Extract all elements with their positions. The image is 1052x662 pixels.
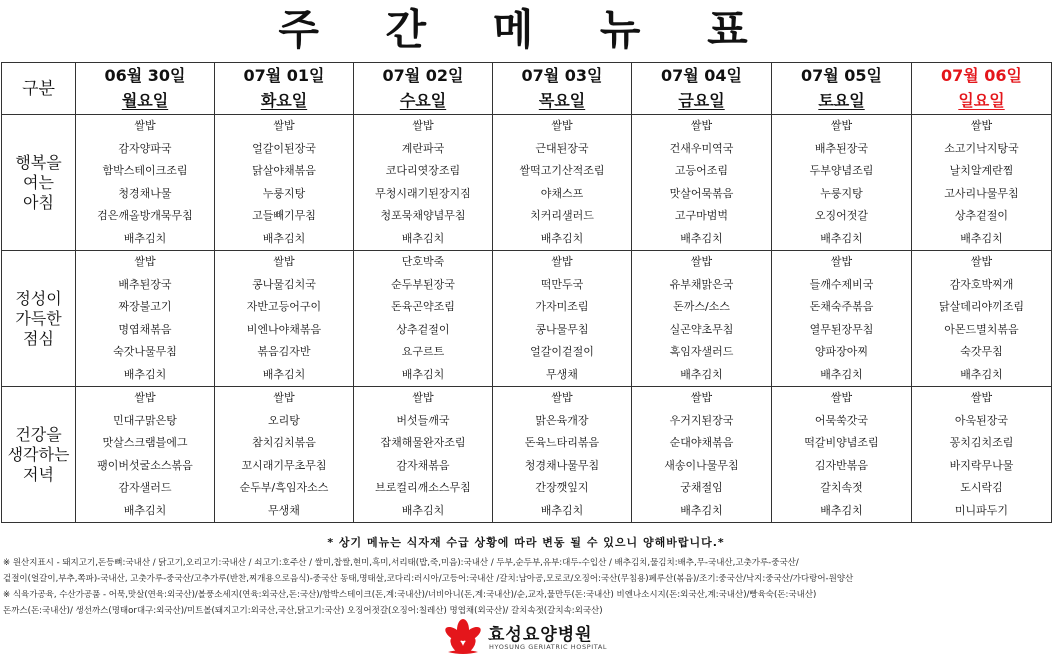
day-header: [354, 63, 493, 115]
day-of-week: 수요일: [399, 91, 447, 110]
day-header: [493, 63, 632, 115]
menu-item: 상추겉절이: [954, 209, 1009, 222]
hospital-logo: [440, 618, 620, 660]
menu-item: 떡만두국: [540, 277, 584, 291]
day-date: 07월 03일: [521, 66, 603, 85]
meal-label-line: 여는: [23, 172, 54, 192]
meal-label-line: 생각하는: [7, 444, 70, 464]
menu-item: 열무된장무침: [809, 322, 874, 336]
menu-item: 날치알계란찜: [949, 164, 1014, 177]
day-header: [632, 63, 772, 115]
menu-item: 돈육곤약조림: [391, 300, 455, 313]
meal-label: [2, 115, 76, 251]
menu-item: 돈채숙주볶음: [809, 300, 874, 313]
menu-cell: [493, 387, 632, 523]
menu-item: 바지락무나물: [949, 458, 1014, 472]
menu-item: 콩나물무침: [535, 322, 589, 336]
menu-item: 도시락김: [960, 481, 1003, 494]
day-of-week: 화요일: [260, 91, 308, 110]
menu-item: 비엔나야채볶음: [246, 322, 322, 336]
origin-line: 돈까스(돈:국내산)/ 생선까스(명태or대구:외국산)/미트볼(돼지고기:외국산,국산,닭고기:국산) 오징어젓갈(오징어:칠레산) 명엽채(외국산)/ 갈치속젓(갈치속:외국산): [3, 606, 603, 616]
menu-item: 단호박죽: [401, 255, 445, 268]
page-title: 주 간 메 뉴 표: [278, 5, 774, 54]
menu-item: 배추김치: [540, 503, 584, 517]
menu-cell: [76, 251, 215, 387]
menu-item: 건새우미역국: [669, 141, 734, 155]
meal-label-line: 건강을: [15, 424, 62, 444]
menu-item: 배추김치: [680, 231, 723, 245]
meal-row: [2, 251, 1052, 387]
menu-item: 맑은육개장: [535, 413, 589, 427]
menu-item: 배추김치: [820, 503, 863, 517]
hospital-subtitle: HYOSUNG GERIATRIC HOSPITAL: [489, 643, 608, 651]
menu-item: 청경채나물무침: [524, 458, 600, 472]
menu-item: 무청시래기된장지짐: [375, 186, 471, 200]
origin-line: ※ 원산지표시 - 돼지고기,돈등뼈:국내산 / 닭고기,오리고기:국내산 / 쇠고기:호주산 / 쌀미,찹쌀,현미,흑미,서리태(밥,죽,미음):국내산 / 두부,순두부,유부:대두-수입산 / 배추김치,물김치:배추,무-국내산,고춧가루-중국산/: [3, 558, 799, 568]
day-of-week: 목요일: [538, 91, 586, 110]
menu-item: 함박스테이크조림: [102, 164, 188, 177]
menu-item: 얼갈이된장국: [252, 141, 316, 155]
menu-item: 소고기낙지탕국: [944, 141, 1019, 155]
meal-label: [2, 387, 76, 523]
day-header: [76, 63, 215, 115]
menu-item: 무생채: [268, 503, 300, 517]
meal-row: [2, 387, 1052, 523]
menu-item: 아몬드멸치볶음: [944, 322, 1019, 336]
menu-item: 팽이버섯굴소스볶음: [97, 458, 193, 472]
menu-cell: [632, 251, 772, 387]
meal-label-line: 점심: [23, 328, 54, 348]
menu-item: 배추김치: [680, 503, 723, 517]
menu-item: 쌀밥: [134, 255, 156, 268]
menu-cell: [215, 115, 354, 251]
menu-item: 쌀밥: [690, 391, 713, 404]
menu-item: 누룽지탕: [820, 186, 863, 200]
menu-cell: [493, 115, 632, 251]
menu-cell: [632, 115, 772, 251]
menu-item: 명엽채볶음: [118, 322, 172, 336]
menu-item: 우거지된장국: [669, 413, 734, 427]
menu-item: 감자채볶음: [396, 458, 450, 472]
menu-item: 쌀밥: [690, 119, 713, 132]
menu-item: 쌀밥: [134, 391, 156, 404]
menu-item: 배추김치: [401, 367, 445, 381]
menu-item: 배추된장국: [814, 141, 869, 155]
day-of-week: 일요일: [958, 91, 1005, 110]
menu-item: 고등어조림: [674, 164, 729, 177]
menu-item: 잡채해물완자조림: [380, 436, 466, 449]
menu-item: 쌀밥: [830, 119, 853, 132]
header-label: 구분: [2, 63, 76, 115]
menu-item: 오리탕: [268, 413, 300, 427]
menu-cell: [354, 115, 493, 251]
day-date: 07월 05일: [800, 66, 882, 85]
menu-item: 얼갈이겉절이: [530, 345, 594, 358]
menu-item: 배추김치: [262, 231, 306, 245]
menu-item: 코다리엿장조림: [385, 164, 461, 177]
menu-item: 순대야채볶음: [669, 436, 734, 449]
menu-item: 감자양파국: [118, 141, 172, 155]
menu-item: 짜장불고기: [118, 300, 172, 313]
menu-item: 근대된장국: [535, 141, 589, 155]
menu-item: 꼬시래기무초무침: [241, 458, 327, 472]
menu-item: 배추김치: [960, 367, 1003, 381]
menu-item: 새송이나물무침: [664, 458, 739, 472]
menu-item: 배추된장국: [118, 277, 172, 291]
menu-item: 쌀밥: [551, 255, 573, 268]
menu-item: 누룽지탕: [262, 186, 306, 200]
menu-item: 배추김치: [820, 367, 863, 381]
menu-item: 치커리샐러드: [530, 209, 594, 222]
menu-item: 배추김치: [960, 231, 1003, 245]
menu-item: 미니파두기: [954, 503, 1009, 517]
meal-label-line: 행복을: [15, 152, 62, 172]
menu-item: 맛살스크램블에그: [102, 436, 188, 449]
menu-item: 브로컬리깨소스무침: [375, 481, 471, 494]
menu-item: 배추김치: [262, 367, 306, 381]
menu-cell: [215, 387, 354, 523]
day-date: 07월 02일: [382, 66, 464, 85]
menu-item: 요구르트: [401, 345, 445, 358]
menu-item: 떡갈비양념조림: [804, 436, 879, 449]
menu-item: 배추김치: [123, 367, 167, 381]
menu-item: 배추김치: [401, 231, 445, 245]
menu-cell: [354, 251, 493, 387]
menu-item: 쌀밥: [551, 119, 573, 132]
menu-item: 민대구맑은탕: [113, 413, 177, 427]
menu-item: 청포묵채양념무침: [380, 209, 466, 222]
menu-item: 쌀밥: [273, 119, 295, 132]
menu-item: 야채스프: [540, 186, 584, 200]
menu-item: 숙갓무침: [960, 345, 1003, 358]
meal-label: [2, 251, 76, 387]
menu-item: 버섯들깨국: [396, 413, 450, 427]
menu-item: 배추김치: [401, 503, 445, 517]
day-header: [912, 63, 1052, 115]
day-header: [215, 63, 354, 115]
menu-item: 감자샐러드: [118, 481, 172, 494]
day-of-week: 월요일: [121, 91, 169, 110]
menu-item: 청경채나물: [118, 186, 172, 200]
menu-item: 쌀밥: [830, 255, 853, 268]
menu-item: 배추김치: [820, 231, 863, 245]
menu-item: 참치김치볶음: [252, 436, 316, 449]
menu-item: 감자호박찌개: [949, 277, 1014, 291]
menu-item: 궁채절임: [680, 481, 723, 494]
day-of-week: 금요일: [678, 91, 725, 110]
menu-cell: [76, 387, 215, 523]
menu-cell: [772, 115, 912, 251]
menu-item: 돈까스/소스: [673, 300, 730, 313]
menu-item: 실곤약초무침: [669, 322, 734, 336]
meal-label-line: 가득한: [15, 308, 62, 328]
menu-item: 유부채맑은국: [669, 277, 734, 291]
menu-cell: [76, 115, 215, 251]
menu-cell: [632, 387, 772, 523]
origin-line: ※ 식육가공육, 수산가공품 - 어묵,맛살(연육:외국산)/볼풍소세지(연육:외국산,돈:국산)/함박스테이크(돈,계:국내산)/너비아니(돈,계:국내산)/순,교자,물만두(돈:국내산) 비엔나소시지(돈:외국산,계:국내산)/빵육숙(돈:국내산): [3, 590, 817, 600]
menu-cell: [493, 251, 632, 387]
meal-label-line: 아침: [23, 192, 54, 212]
day-of-week: 토요일: [818, 91, 865, 110]
menu-cell: [912, 251, 1052, 387]
menu-cell: [354, 387, 493, 523]
menu-item: 양파장아찌: [814, 345, 869, 358]
menu-item: 쌀밥: [134, 119, 156, 132]
logo-base: [448, 650, 478, 654]
menu-cell: [772, 251, 912, 387]
origin-info: [3, 555, 1049, 619]
menu-cell: [215, 251, 354, 387]
menu-item: 검은깨올방개묵무침: [97, 209, 193, 222]
menu-item: 고들빼기무침: [252, 209, 316, 222]
menu-item: 김자반볶음: [814, 458, 869, 472]
flower-logo-icon: [442, 618, 484, 658]
menu-item: 쌀밥: [412, 391, 434, 404]
day-date: 06월 30일: [104, 66, 186, 85]
menu-item: 두부양념조림: [809, 164, 874, 177]
menu-item: 맛살어묵볶음: [669, 186, 734, 200]
menu-item: 배추김치: [123, 503, 167, 517]
day-date: 07월 04일: [660, 66, 742, 85]
menu-item: 볶음김자반: [257, 345, 311, 358]
menu-item: 쌀밥: [551, 391, 573, 404]
menu-item: 무생채: [546, 367, 578, 381]
menu-item: 쌀밥: [970, 391, 993, 404]
menu-item: 쌀밥: [970, 119, 993, 132]
menu-item: 간장깻잎지: [535, 481, 589, 494]
menu-item: 쌀밥: [412, 119, 434, 132]
menu-item: 순두부/흑임자소스: [239, 481, 329, 494]
menu-item: 쌀밥: [273, 255, 295, 268]
menu-item: 갈치속젓: [820, 481, 863, 494]
menu-item: 순두부된장국: [391, 277, 455, 291]
menu-cell: [912, 387, 1052, 523]
menu-item: 쌀밥: [970, 255, 993, 268]
hospital-name: 효성요양병원: [488, 625, 593, 645]
menu-item: 꽁치김치조림: [949, 436, 1014, 449]
menu-item: 닭살데리야끼조림: [938, 300, 1024, 313]
menu-item: 숙갓나물무침: [113, 345, 177, 358]
menu-item: 쌀밥: [690, 255, 713, 268]
origin-line: 겉절이(얼갈이,부추,쪽파)-국내산, 고춧가루-중국산/고추가루(반찬,찌개용으로음식)-중국산 동태,명태살,코다리:러시아/고등어:국내산 /갈치:남아공,모로코/오징어:국산(무침용)페루산(볶음)/조기:중국산/낙지:중국산/가다랑어-원양산: [3, 574, 854, 584]
menu-item: 가자미조림: [535, 300, 589, 313]
menu-item: 어묵쑥갓국: [814, 413, 869, 427]
meal-label-line: 저녁: [23, 464, 54, 484]
menu-item: 오징어젓갈: [814, 209, 869, 222]
menu-item: 배추김치: [123, 231, 167, 245]
header-row: [2, 63, 1052, 115]
meal-label-line: 정성이: [15, 288, 62, 308]
menu-item: 혹임자샐러드: [669, 345, 734, 358]
menu-item: 상추겉절이: [396, 322, 450, 336]
menu-cell: [912, 115, 1052, 251]
day-date: 07월 06일: [940, 66, 1022, 85]
day-date: 07월 01일: [243, 66, 325, 85]
day-header: [772, 63, 912, 115]
weekly-menu-table: [1, 62, 1052, 523]
menu-item: 쌀밥: [830, 391, 853, 404]
menu-item: 배추김치: [540, 231, 584, 245]
menu-item: 고구마범벅: [674, 209, 729, 222]
menu-cell: [772, 387, 912, 523]
menu-item: 들깨수제비국: [809, 277, 874, 291]
meal-row: [2, 115, 1052, 251]
menu-item: 아욱된장국: [954, 413, 1009, 427]
menu-item: 돈육느타리볶음: [524, 436, 600, 449]
menu-item: 고사리나물무침: [944, 186, 1019, 200]
menu-item: 계란파국: [401, 141, 445, 155]
menu-item: 자반고등어구이: [246, 300, 322, 313]
menu-item: 쌀밥: [273, 391, 295, 404]
menu-item: 쌀떡고기산적조림: [519, 164, 605, 177]
menu-item: 닭살야채볶음: [252, 164, 316, 177]
notice-text: * 상기 메뉴는 식자재 수급 상황에 따라 변동 될 수 있으니 양해바랍니다.*: [327, 536, 725, 549]
menu-item: 배추김치: [680, 367, 723, 381]
menu-item: 콩나물김치국: [252, 277, 316, 291]
